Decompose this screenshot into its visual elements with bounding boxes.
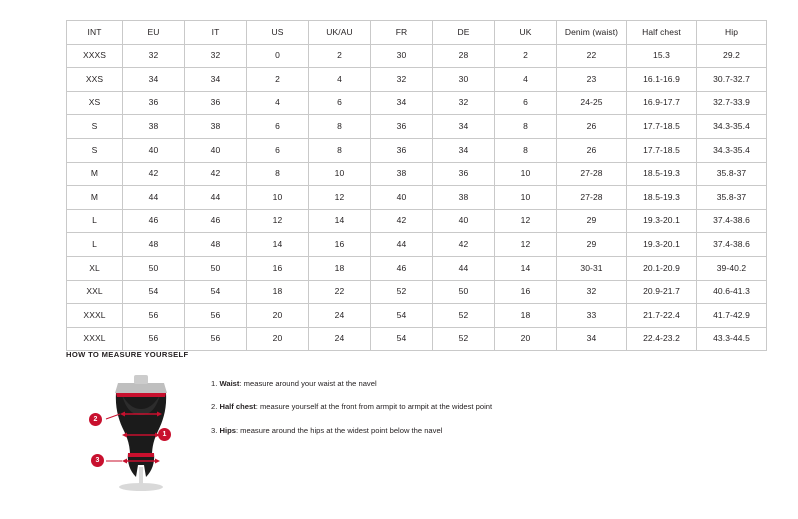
table-row	[67, 115, 767, 139]
cell-uk: 2	[495, 44, 557, 68]
cell-us: 14	[247, 233, 309, 257]
table-row	[67, 186, 767, 210]
cell-uk: 8	[495, 115, 557, 139]
cell-int: XL	[67, 256, 123, 280]
cell-denim-waist: 32	[557, 280, 627, 304]
measure-instruction-half-chest	[211, 402, 492, 411]
cell-int: M	[67, 162, 123, 186]
instruction-number-3: 3.	[211, 425, 218, 435]
cell-int: L	[67, 209, 123, 233]
cell-it: 54	[185, 280, 247, 304]
cell-uk-au: 14	[309, 209, 371, 233]
cell-uk: 8	[495, 138, 557, 162]
cell-us: 2	[247, 68, 309, 92]
cell-uk: 20	[495, 327, 557, 351]
mannequin-figure	[66, 369, 201, 494]
cell-it: 38	[185, 115, 247, 139]
cell-uk-au: 6	[309, 91, 371, 115]
mannequin-illustration-icon	[66, 369, 201, 494]
table-row	[67, 91, 767, 115]
cell-de: 34	[433, 138, 495, 162]
cell-int: S	[67, 115, 123, 139]
size-chart-table-container	[66, 20, 750, 351]
cell-it: 46	[185, 209, 247, 233]
cell-int: XXXS	[67, 44, 123, 68]
cell-uk-au: 24	[309, 304, 371, 328]
cell-eu: 44	[123, 186, 185, 210]
cell-denim-waist: 22	[557, 44, 627, 68]
table-body	[67, 44, 767, 351]
cell-uk: 10	[495, 186, 557, 210]
cell-de: 52	[433, 327, 495, 351]
cell-uk-au: 24	[309, 327, 371, 351]
cell-it: 42	[185, 162, 247, 186]
cell-half-chest: 18.5-19.3	[627, 162, 697, 186]
cell-uk-au: 8	[309, 138, 371, 162]
instruction-term-half-chest: Half chest	[219, 402, 256, 412]
cell-eu: 56	[123, 304, 185, 328]
cell-denim-waist: 27-28	[557, 162, 627, 186]
cell-de: 52	[433, 304, 495, 328]
cell-eu: 56	[123, 327, 185, 351]
cell-it: 40	[185, 138, 247, 162]
cell-it: 48	[185, 233, 247, 257]
cell-denim-waist: 26	[557, 138, 627, 162]
cell-hip: 32.7-33.9	[697, 91, 767, 115]
cell-fr: 54	[371, 327, 433, 351]
cell-hip: 40.6-41.3	[697, 280, 767, 304]
instruction-number-2: 2.	[211, 402, 218, 412]
measure-badge-2: 2	[89, 413, 102, 426]
instruction-text-hips: : measure around the hips at the widest point below the navel	[235, 425, 443, 435]
cell-hip: 43.3-44.5	[697, 327, 767, 351]
cell-int: M	[67, 186, 123, 210]
cell-int: S	[67, 138, 123, 162]
cell-uk: 16	[495, 280, 557, 304]
cell-uk-au: 8	[309, 115, 371, 139]
table-header	[67, 21, 767, 45]
cell-de: 38	[433, 186, 495, 210]
cell-fr: 30	[371, 44, 433, 68]
column-header-it: IT	[185, 21, 247, 45]
column-header-uk-au: UK/AU	[309, 21, 371, 45]
cell-half-chest: 20.9-21.7	[627, 280, 697, 304]
cell-fr: 46	[371, 256, 433, 280]
cell-us: 20	[247, 327, 309, 351]
cell-it: 50	[185, 256, 247, 280]
cell-uk-au: 4	[309, 68, 371, 92]
cell-denim-waist: 26	[557, 115, 627, 139]
column-header-hip: Hip	[697, 21, 767, 45]
cell-fr: 52	[371, 280, 433, 304]
cell-uk-au: 10	[309, 162, 371, 186]
instruction-number-1: 1.	[211, 379, 218, 388]
cell-denim-waist: 30-31	[557, 256, 627, 280]
cell-us: 12	[247, 209, 309, 233]
cell-int: XXL	[67, 280, 123, 304]
cell-uk: 12	[495, 233, 557, 257]
cell-fr: 38	[371, 162, 433, 186]
cell-int: L	[67, 233, 123, 257]
cell-eu: 54	[123, 280, 185, 304]
cell-de: 28	[433, 44, 495, 68]
measure-instruction-hips	[211, 426, 492, 435]
cell-hip: 35.8-37	[697, 186, 767, 210]
cell-half-chest: 16.1-16.9	[627, 68, 697, 92]
table-row	[67, 138, 767, 162]
cell-de: 44	[433, 256, 495, 280]
cell-int: XXS	[67, 68, 123, 92]
cell-eu: 42	[123, 162, 185, 186]
column-header-fr: FR	[371, 21, 433, 45]
table-row	[67, 44, 767, 68]
cell-half-chest: 17.7-18.5	[627, 138, 697, 162]
cell-eu: 50	[123, 256, 185, 280]
cell-hip: 39-40.2	[697, 256, 767, 280]
cell-half-chest: 22.4-23.2	[627, 327, 697, 351]
cell-hip: 41.7-42.9	[697, 304, 767, 328]
cell-us: 16	[247, 256, 309, 280]
cell-half-chest: 19.3-20.1	[627, 209, 697, 233]
cell-de: 34	[433, 115, 495, 139]
cell-fr: 44	[371, 233, 433, 257]
cell-half-chest: 18.5-19.3	[627, 186, 697, 210]
cell-uk-au: 18	[309, 256, 371, 280]
cell-denim-waist: 27-28	[557, 186, 627, 210]
cell-uk: 18	[495, 304, 557, 328]
cell-hip: 34.3-35.4	[697, 138, 767, 162]
cell-it: 32	[185, 44, 247, 68]
cell-uk-au: 22	[309, 280, 371, 304]
cell-de: 32	[433, 91, 495, 115]
measure-instructions-list	[211, 369, 492, 449]
cell-hip: 34.3-35.4	[697, 115, 767, 139]
cell-denim-waist: 29	[557, 233, 627, 257]
cell-eu: 48	[123, 233, 185, 257]
cell-us: 8	[247, 162, 309, 186]
cell-uk-au: 2	[309, 44, 371, 68]
cell-half-chest: 16.9-17.7	[627, 91, 697, 115]
cell-fr: 54	[371, 304, 433, 328]
how-to-measure-section	[66, 350, 732, 494]
cell-uk: 4	[495, 68, 557, 92]
column-header-denim-waist: Denim (waist)	[557, 21, 627, 45]
cell-fr: 36	[371, 138, 433, 162]
cell-half-chest: 17.7-18.5	[627, 115, 697, 139]
cell-us: 18	[247, 280, 309, 304]
cell-de: 50	[433, 280, 495, 304]
cell-half-chest: 19.3-20.1	[627, 233, 697, 257]
how-to-measure-title: HOW TO MEASURE YOURSELF	[66, 350, 189, 359]
cell-us: 10	[247, 186, 309, 210]
cell-it: 44	[185, 186, 247, 210]
cell-hip: 35.8-37	[697, 162, 767, 186]
cell-eu: 46	[123, 209, 185, 233]
measure-instruction-waist	[211, 379, 492, 388]
cell-de: 30	[433, 68, 495, 92]
measure-badge-1: 1	[158, 428, 171, 441]
table-row	[67, 304, 767, 328]
cell-denim-waist: 24-25	[557, 91, 627, 115]
table-row	[67, 162, 767, 186]
cell-uk-au: 12	[309, 186, 371, 210]
cell-int: XXXL	[67, 327, 123, 351]
cell-denim-waist: 34	[557, 327, 627, 351]
cell-denim-waist: 23	[557, 68, 627, 92]
cell-de: 42	[433, 233, 495, 257]
instruction-term-waist: Waist	[219, 379, 240, 388]
instruction-text-waist: : measure around your waist at the navel	[239, 379, 377, 388]
cell-us: 20	[247, 304, 309, 328]
cell-uk: 12	[495, 209, 557, 233]
cell-it: 36	[185, 91, 247, 115]
cell-int: XS	[67, 91, 123, 115]
table-row	[67, 280, 767, 304]
measure-badge-3: 3	[91, 454, 104, 467]
instruction-text-half-chest: : measure yourself at the front from armpit to armpit at the widest point	[255, 402, 493, 412]
cell-us: 0	[247, 44, 309, 68]
table-row	[67, 256, 767, 280]
table-row	[67, 68, 767, 92]
cell-it: 34	[185, 68, 247, 92]
cell-us: 6	[247, 138, 309, 162]
instruction-term-hips: Hips	[219, 425, 236, 435]
how-to-measure-body	[66, 369, 732, 494]
table-row	[67, 233, 767, 257]
column-header-de: DE	[433, 21, 495, 45]
cell-hip: 30.7-32.7	[697, 68, 767, 92]
cell-half-chest: 15.3	[627, 44, 697, 68]
cell-de: 36	[433, 162, 495, 186]
cell-eu: 36	[123, 91, 185, 115]
cell-it: 56	[185, 304, 247, 328]
cell-half-chest: 21.7-22.4	[627, 304, 697, 328]
cell-uk: 14	[495, 256, 557, 280]
column-header-int: INT	[67, 21, 123, 45]
cell-de: 40	[433, 209, 495, 233]
cell-us: 6	[247, 115, 309, 139]
column-header-half-chest: Half chest	[627, 21, 697, 45]
cell-int: XXXL	[67, 304, 123, 328]
cell-fr: 32	[371, 68, 433, 92]
column-header-eu: EU	[123, 21, 185, 45]
column-header-us: US	[247, 21, 309, 45]
cell-eu: 38	[123, 115, 185, 139]
cell-uk: 6	[495, 91, 557, 115]
cell-eu: 34	[123, 68, 185, 92]
cell-uk: 10	[495, 162, 557, 186]
cell-us: 4	[247, 91, 309, 115]
cell-eu: 32	[123, 44, 185, 68]
cell-half-chest: 20.1-20.9	[627, 256, 697, 280]
cell-hip: 37.4-38.6	[697, 209, 767, 233]
cell-denim-waist: 33	[557, 304, 627, 328]
cell-hip: 37.4-38.6	[697, 233, 767, 257]
table-row	[67, 327, 767, 351]
table-row	[67, 209, 767, 233]
size-chart-table	[66, 20, 767, 351]
cell-it: 56	[185, 327, 247, 351]
cell-uk-au: 16	[309, 233, 371, 257]
column-header-uk: UK	[495, 21, 557, 45]
cell-hip: 29.2	[697, 44, 767, 68]
table-header-row	[67, 21, 767, 45]
cell-fr: 40	[371, 186, 433, 210]
cell-fr: 34	[371, 91, 433, 115]
cell-eu: 40	[123, 138, 185, 162]
cell-fr: 42	[371, 209, 433, 233]
cell-fr: 36	[371, 115, 433, 139]
cell-denim-waist: 29	[557, 209, 627, 233]
